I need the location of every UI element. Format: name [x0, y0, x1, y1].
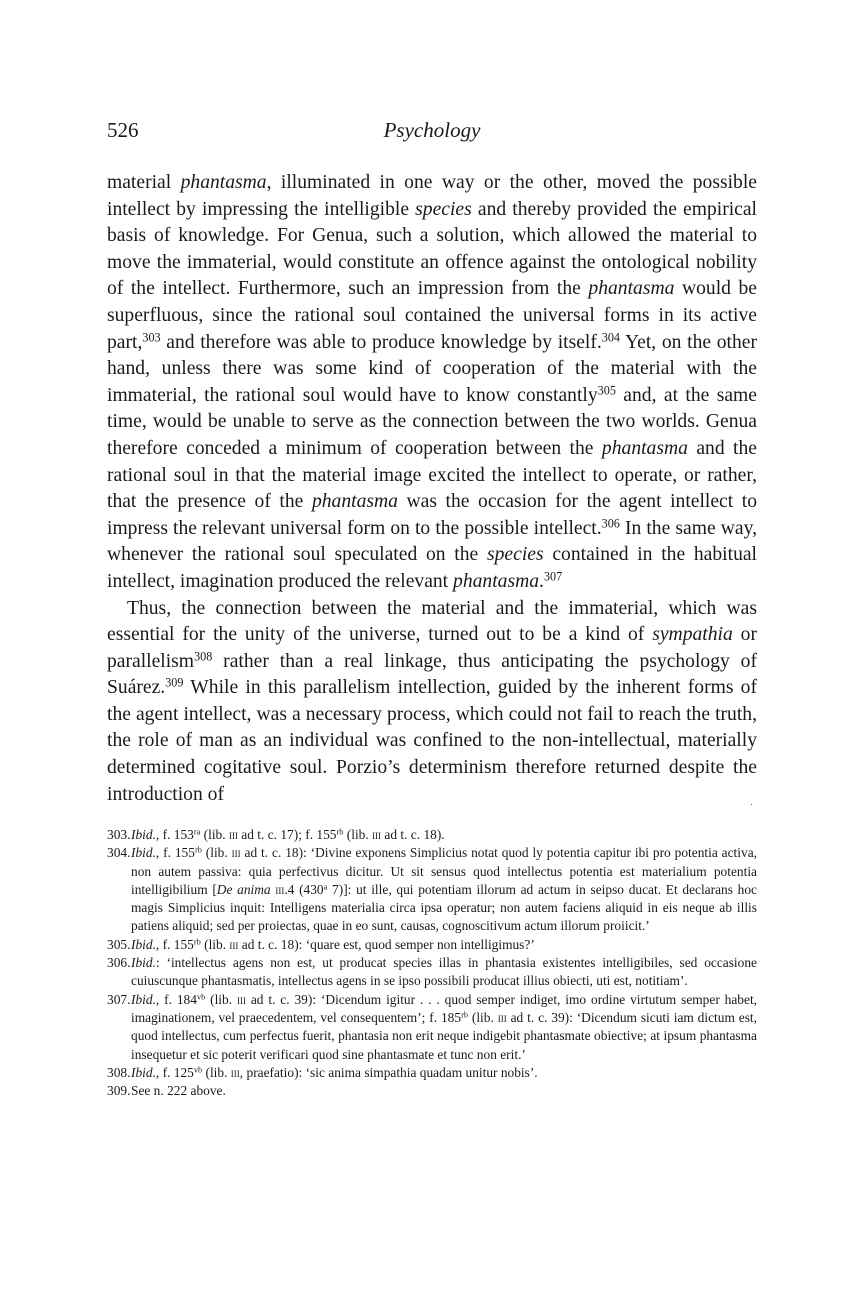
footnotes [107, 826, 757, 1100]
footnote-number: 308. [107, 1064, 131, 1080]
footnote-number: 306. [107, 955, 131, 971]
main-text [107, 170, 757, 808]
footnote: 303. Ibid., f. $153^{ra}$ (lib. iii ad t. c. 17); f. $155^{rb}$ (lib. iii ad t. c. 18). [107, 826, 757, 844]
footnote: 306. Ibid.: ‘intellectus agens non est, ut producat species illas in phantasia existentes intelligibiles, sed occasione cuiuscunque phantasmatis, intellectus agens in se ipso possibili producat illius obiecti, uti est, notitiam’. [107, 955, 757, 989]
footnote: 304. Ibid., f. $155^{rb}$ (lib. iii ad t. c. 18): ‘Divine exponens Simplicius notat quod ly potentia capitur ibi pro potentia activa, non autem passiva: quia perfectivus dicitur. Ut sit sensus quod intellectus potentia est materialium potentia intelligibilium [De anima iii.4 (430$^a$ 7)]: ut ille, qui potentiam illorum ad actum in seipso ducat. Et declarans hoc magis Simplicius inquit: Intelligens materialia circa ipsa operatur; non autem faciens aliquid in eis neque ab illis patiens aliquid; sed per proiectas, quae in eo sunt, causas, cognoscitivum actum illorum proiicit.’ [107, 845, 757, 934]
footnote: 307. Ibid., f. $184^{vb}$ (lib. iii ad t. c. 39): ‘Dicendum igitur . . . quod semper indiget, imo ordine virtutum semper habet, imaginationem, vel praecedentem, vel consequentem’; f. $185^{rb}$ (lib. iii ad t. c. 39): ‘Dicendum sicuti iam dictum est, quod intellectus, cum perfectus fuerit, phantasia non erit neque indigebit phantasmate obiective; at ipsum phantasma insequetur et sic poterit verificari quod sine phantasmate et tunc non erit.’ [107, 991, 758, 1062]
footnote: 308. Ibid., f. $125^{vb}$ (lib. iii, praefatio): ‘sic anima simpathia quadam unitur nobis’. [107, 1064, 757, 1082]
footnote-number: 303. [107, 827, 131, 842]
footnote: 305. Ibid., f. $155^{rb}$ (lib. iii ad t. c. 18): ‘quare est, quod semper non intelligimus?’ [107, 936, 757, 954]
page-header [107, 118, 757, 148]
footnote-number: 304. [107, 845, 131, 861]
footnote-number: 305. [107, 936, 131, 952]
footnote: 309. See n. 222 above. [107, 1082, 757, 1100]
page-mark: · [750, 800, 754, 811]
footnote-number: 307. [107, 991, 131, 1007]
page-number: 526 [107, 118, 139, 142]
footnote-number: 309. [107, 1083, 131, 1099]
paragraph: Thus, the connection between the material and the immaterial, which was essential for the unity of the universe, turned out to be a kind of sympathia or parallelism$^{308}$ rather than a real linkage, thus anticipating the psychology of Suárez.$^{309}$ While in this parallelism intellection, guided by the inherent forms of the agent intellect, was a necessary process, which could not fail to reach the truth, the role of man as an individual was confined to the non-intellectual, materially determined cogitative soul. Porzio’s determinism therefore returned despite the introduction of [107, 597, 757, 805]
running-title: Psychology [383, 118, 481, 142]
paragraph: material phantasma, illuminated in one way or the other, moved the possible intellect by impressing the intelligible species and thereby provided the empirical basis of knowledge. For Genua, such a solution, which allowed the material to move the immaterial, would constitute an offence against the ontological nobility of the intellect. Furthermore, such an impression from the phantasma would be superfluous, since the rational soul contained the universal forms in its active part,$^{303}$ and therefore was able to produce knowledge by itself.$^{304}$ Yet, on the other hand, unless there was some kind of cooperation of the material with the immaterial, the rational soul would have to know constantly$^{305}$ and, at the same time, would be unable to serve as the connection between the two worlds. Genua therefore conceded a minimum of cooperation between the phantasma and the rational soul in that the material image excited the intellect to operate, or rather, that the presence of the phantasma was the occasion for the agent intellect to impress the relevant universal form on to the possible intellect.$^{306}$ In the same way, whenever the rational soul speculated on the species contained in the habitual intellect, imagination produced the relevant phantasma.$^{307}$ [107, 172, 758, 592]
